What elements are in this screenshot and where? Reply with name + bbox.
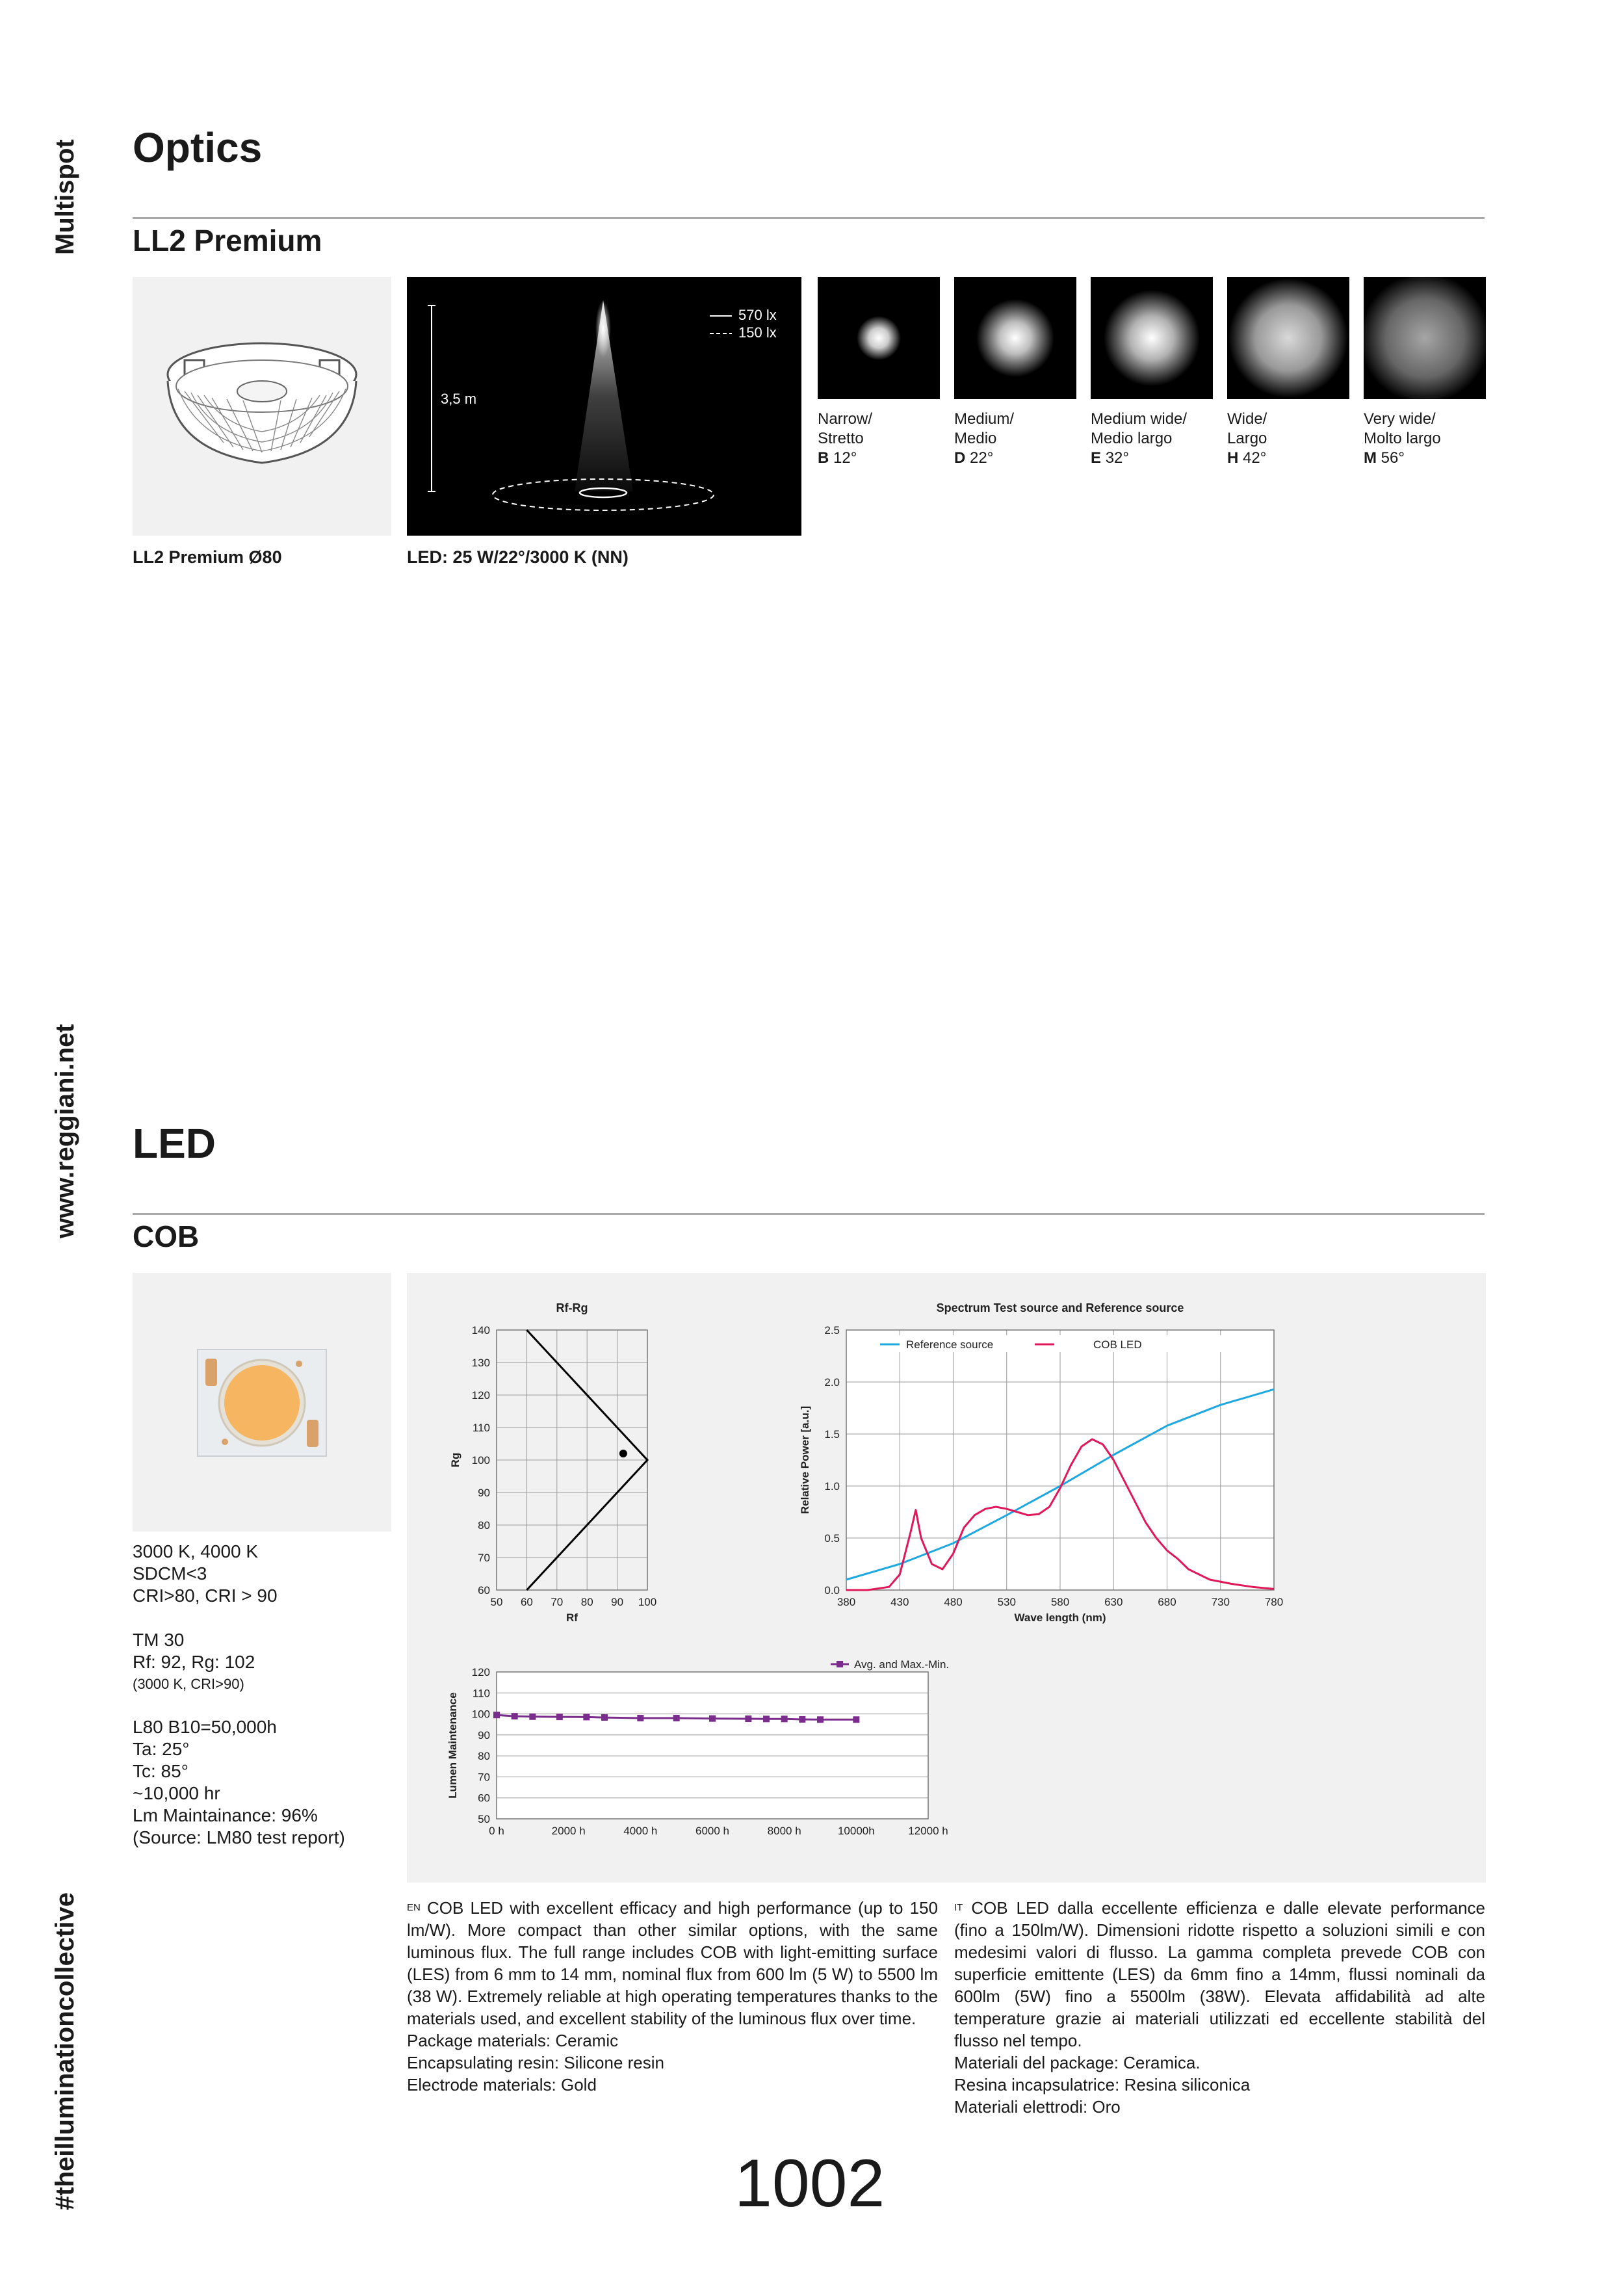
spectrum-legend-label: COB LED	[1093, 1338, 1142, 1351]
rfrg-xtick: 50	[490, 1596, 503, 1608]
lumen-data-point	[493, 1712, 500, 1718]
spectrum-xtick: 380	[837, 1596, 856, 1608]
lumen-legend-label: Avg. and Max.-Min.	[854, 1658, 950, 1671]
lumen-xtick: 6000 h	[695, 1825, 729, 1837]
rfrg-ytick: 140	[471, 1324, 490, 1337]
rfrg-ytick: 130	[471, 1357, 490, 1369]
lumen-xtick: 10000h	[837, 1825, 875, 1837]
lumen-ylabel: Lumen Maintenance	[447, 1692, 459, 1799]
lumen-data-point	[799, 1716, 805, 1723]
product-caption: LL2 Premium Ø80	[133, 547, 282, 567]
led-subtitle: COB	[133, 1220, 200, 1253]
spectrum-xtick: 580	[1050, 1596, 1070, 1608]
spectrum-xtick: 680	[1158, 1596, 1176, 1608]
lumen-data-point	[763, 1715, 770, 1722]
lumen-data-point	[512, 1713, 518, 1719]
beam-narrow-image	[818, 277, 940, 399]
page-number: 1002	[734, 2146, 885, 2221]
mounting-height: 3,5 m	[441, 391, 477, 407]
spectrum-ytick: 1.0	[824, 1480, 840, 1493]
beam-label-narrow: Narrow/ Stretto B 12°	[818, 410, 873, 467]
side-label-hashtag: #theilluminationcollective	[51, 1892, 79, 2210]
lumen-ytick: 120	[471, 1666, 490, 1678]
rfrg-ytick: 90	[478, 1487, 490, 1499]
beam-label-wide: Wide/ Largo H 42°	[1227, 410, 1267, 467]
beam-medium-wide-image	[1091, 277, 1213, 399]
spectrum-xtick: 730	[1211, 1596, 1230, 1608]
rfrg-ytick: 70	[478, 1552, 490, 1564]
lumen-ytick: 90	[478, 1729, 490, 1742]
lumen-xtick: 4000 h	[623, 1825, 658, 1837]
lumen-xtick: 2000 h	[551, 1825, 586, 1837]
rfrg-title: Rf-Rg	[556, 1301, 588, 1314]
beam-label-very-wide: Very wide/ Molto largo M 56°	[1364, 410, 1441, 467]
beam-label-medium-wide: Medium wide/ Medio largo E 32°	[1091, 410, 1188, 467]
rfrg-ytick: 120	[471, 1389, 490, 1402]
side-label-website: www.reggiani.net	[51, 1024, 79, 1238]
photometry-panel	[407, 277, 801, 536]
optics-title: Optics	[133, 124, 263, 171]
lumen-data-point	[583, 1714, 590, 1720]
rfrg-ytick: 60	[478, 1584, 490, 1597]
rfrg-ytick: 100	[471, 1454, 490, 1467]
spectrum-xtick: 530	[997, 1596, 1016, 1608]
led-title: LED	[133, 1120, 216, 1167]
lumen-data-point	[853, 1716, 859, 1723]
spectrum-ytick: 2.0	[824, 1376, 840, 1389]
charts-panel	[407, 1273, 1486, 1883]
lumen-ytick: 50	[478, 1813, 490, 1825]
cob-led-illustration	[133, 1273, 391, 1532]
lumen-data-point	[601, 1714, 608, 1721]
cob-image-panel	[133, 1273, 391, 1532]
lumen-ytick: 110	[472, 1687, 490, 1700]
lumen-ytick: 100	[471, 1708, 490, 1721]
spectrum-xtick: 430	[890, 1596, 909, 1608]
lumen-ytick: 80	[478, 1750, 490, 1763]
legend-570lx: 570 lx	[738, 307, 777, 323]
rfrg-xtick: 60	[520, 1596, 533, 1608]
beam-wide-image	[1227, 277, 1349, 399]
lumen-xtick: 8000 h	[767, 1825, 801, 1837]
rfrg-ytick: 110	[472, 1422, 490, 1434]
spectrum-xtick: 780	[1264, 1596, 1284, 1608]
led-spec-group-1: 3000 K, 4000 K SDCM<3 CRI>80, CRI > 90	[133, 1541, 278, 1606]
spectrum-title: Spectrum Test source and Reference source	[936, 1301, 1184, 1314]
spectrum-ytick: 1.5	[824, 1428, 840, 1441]
lumen-data-point	[673, 1715, 680, 1721]
optics-rule	[133, 217, 1485, 219]
product-image-panel	[133, 277, 391, 536]
reflector-illustration	[133, 277, 391, 536]
spectrum-ytick: 2.5	[824, 1324, 840, 1337]
rfrg-data-point	[619, 1450, 627, 1457]
spectrum-xtick: 480	[944, 1596, 963, 1608]
spectrum-ylabel: Relative Power [a.u.]	[799, 1405, 811, 1515]
rfrg-xtick: 100	[638, 1596, 657, 1608]
lumen-data-point	[709, 1715, 716, 1722]
beam-very-wide-image	[1364, 277, 1486, 399]
rfrg-xtick: 80	[580, 1596, 593, 1608]
text-italian: $^{IT}$ COB LED dalla eccellente efficienza e dalle elevate performance (fino a 150lm/W). Dimensioni ridotte rispetto a soluzioni simili e con medesimi valori di flusso. La gamma completa prevede COB con superficie emittente (LES) da 6mm fino a 14mm, flussi nominali da 600lm (5W) fino a 5500lm (38W). Elevata affidabilità ad alte temperature grazie ai materiali utilizzati ed eccellente stabilità del flusso nel tempo. Materiali del package: Ceramica. Resina incapsulatrice: Resina siliconica Materiali elettrodi: Oro	[954, 1898, 1485, 2117]
text-english: $^{EN}$ COB LED with excellent efficacy and high performance (up to 150 lm/W). More compact than other similar options, with the same luminous flux. The full range includes COB with light-emitting surface (LES) from 6 mm to 14 mm, nominal flux from 600 lm (5 W) to 5500 lm (38 W). Extremely reliable at high operating temperatures thanks to the materials used, and excellent stability of the luminous flux over time. Package materials: Ceramic Encapsulating resin: Silicone resin Electrode materials: Gold	[407, 1898, 938, 2094]
lumen-data-point	[817, 1716, 824, 1723]
lumen-data-point	[637, 1715, 643, 1721]
spectrum-ytick: 0.5	[824, 1532, 840, 1545]
legend-150lx: 150 lx	[738, 324, 777, 341]
lumen-data-point	[529, 1714, 536, 1720]
lumen-data-point	[745, 1715, 751, 1722]
beam-medium-image	[954, 277, 1076, 399]
rfrg-xtick: 90	[611, 1596, 624, 1608]
lumen-xtick: 12000 h	[908, 1825, 948, 1837]
rfrg-ytick: 80	[478, 1519, 490, 1532]
spectrum-xlabel: Wave length (nm)	[1014, 1611, 1106, 1624]
spectrum-xtick: 630	[1104, 1596, 1123, 1608]
spectrum-ytick: 0.0	[824, 1584, 840, 1597]
led-spec-group-3: L80 B10=50,000h Ta: 25° Tc: 85° ~10,000 hr Lm Maintainance: 96% (Source: LM80 test report)	[133, 1717, 345, 1847]
side-label-multispot: Multispot	[51, 139, 79, 255]
lumen-ytick: 60	[478, 1792, 490, 1805]
lumen-ytick: 70	[478, 1771, 490, 1784]
spectrum-legend-label: Reference source	[906, 1338, 994, 1351]
beam-label-medium: Medium/ Medio D 22°	[954, 410, 1015, 467]
led-rule	[133, 1213, 1485, 1215]
charts-svg	[407, 1273, 1486, 1883]
lumen-xtick: 0 h	[489, 1825, 504, 1837]
lumen-legend-marker	[837, 1661, 843, 1667]
led-spec-group-2: TM 30 Rf: 92, Rg: 102 (3000 K, CRI>90)	[133, 1630, 255, 1692]
rfrg-xtick: 70	[551, 1596, 564, 1608]
lumen-data-point	[556, 1714, 563, 1720]
led-caption: LED: 25 W/22°/3000 K (NN)	[407, 547, 629, 567]
rfrg-xlabel: Rf	[566, 1611, 578, 1624]
lumen-data-point	[781, 1715, 788, 1722]
lumen-plot-area	[497, 1672, 928, 1819]
optics-subtitle: LL2 Premium	[133, 224, 322, 257]
rfrg-ylabel: Rg	[449, 1452, 461, 1468]
